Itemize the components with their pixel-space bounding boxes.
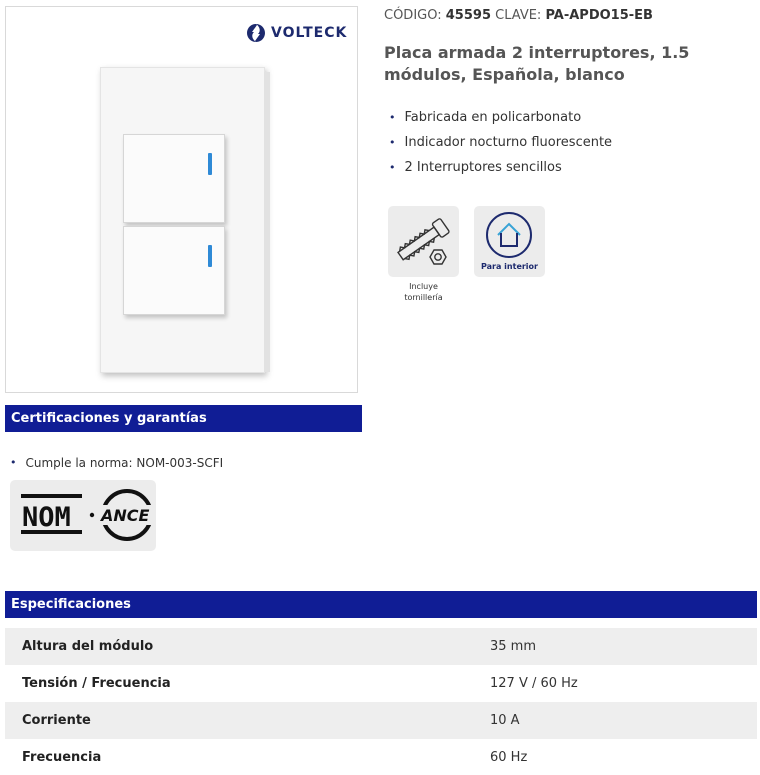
product-title: Placa armada 2 interruptores, 1.5 módulos, Española, blanco — [384, 43, 690, 84]
feature-item — [389, 110, 612, 135]
code-label: CÓDIGO: — [384, 8, 442, 23]
bullet-icon: • — [389, 161, 396, 174]
spec-value: 60 Hz — [490, 750, 528, 765]
norm-text: Cumple la norma: NOM-003-SCFI — [25, 456, 224, 470]
wall-plate-image — [100, 67, 265, 373]
certification-logos — [10, 480, 156, 551]
certifications-header: Certificaciones y garantías — [5, 405, 362, 432]
bullet-icon: • — [389, 111, 396, 124]
product-code: 45595 — [445, 8, 491, 23]
badge-label-line: tornillería — [404, 293, 443, 302]
screw-nut-icon — [388, 206, 459, 277]
badge-screws — [388, 206, 459, 277]
feature-item — [389, 160, 612, 185]
nom-ance-logo — [10, 480, 156, 551]
brand-name: VOLTECK — [271, 25, 348, 41]
indicator-light — [208, 245, 212, 267]
indicator-light — [208, 153, 212, 175]
spec-value: 10 A — [490, 713, 520, 728]
feature-list — [389, 110, 612, 185]
brand-logo — [246, 23, 347, 43]
badge-label-line: Incluye — [409, 282, 438, 291]
table-row — [5, 739, 757, 775]
norm-item — [10, 456, 223, 470]
badge-screws-label — [380, 281, 467, 303]
spec-value: 127 V / 60 Hz — [490, 676, 578, 691]
badge-indoor-label: Para interior — [481, 262, 538, 271]
spec-key: Frecuencia — [22, 750, 102, 765]
specs-header: Especificaciones — [5, 591, 757, 618]
switch-top — [123, 134, 225, 223]
volteck-logo-icon — [246, 23, 266, 43]
feature-text: Fabricada en policarbonato — [404, 110, 582, 125]
plate-edge — [264, 72, 270, 372]
house-icon — [474, 206, 545, 262]
table-row — [5, 665, 757, 702]
feature-text: 2 Interruptores sencillos — [404, 160, 562, 175]
bullet-icon: • — [10, 456, 17, 469]
specs-table — [5, 628, 757, 775]
product-key: PA-APDO15-EB — [545, 8, 653, 23]
table-row — [5, 702, 757, 739]
key-label: CLAVE: — [495, 8, 542, 23]
spec-value: 35 mm — [490, 639, 537, 654]
feature-item — [389, 135, 612, 160]
table-row — [5, 628, 757, 665]
nom-logo-text: NOM — [22, 502, 71, 533]
spec-key: Altura del módulo — [22, 639, 154, 654]
spec-key: Corriente — [22, 713, 91, 728]
ance-logo-text: ANCE — [101, 506, 150, 525]
badge-indoor — [474, 206, 545, 277]
product-code-line — [384, 8, 653, 23]
product-image-panel — [5, 6, 358, 393]
bullet-icon: • — [389, 136, 396, 149]
spec-key: Tensión / Frecuencia — [22, 676, 171, 691]
switch-bottom — [123, 226, 225, 315]
feature-text: Indicador nocturno fluorescente — [404, 135, 613, 150]
